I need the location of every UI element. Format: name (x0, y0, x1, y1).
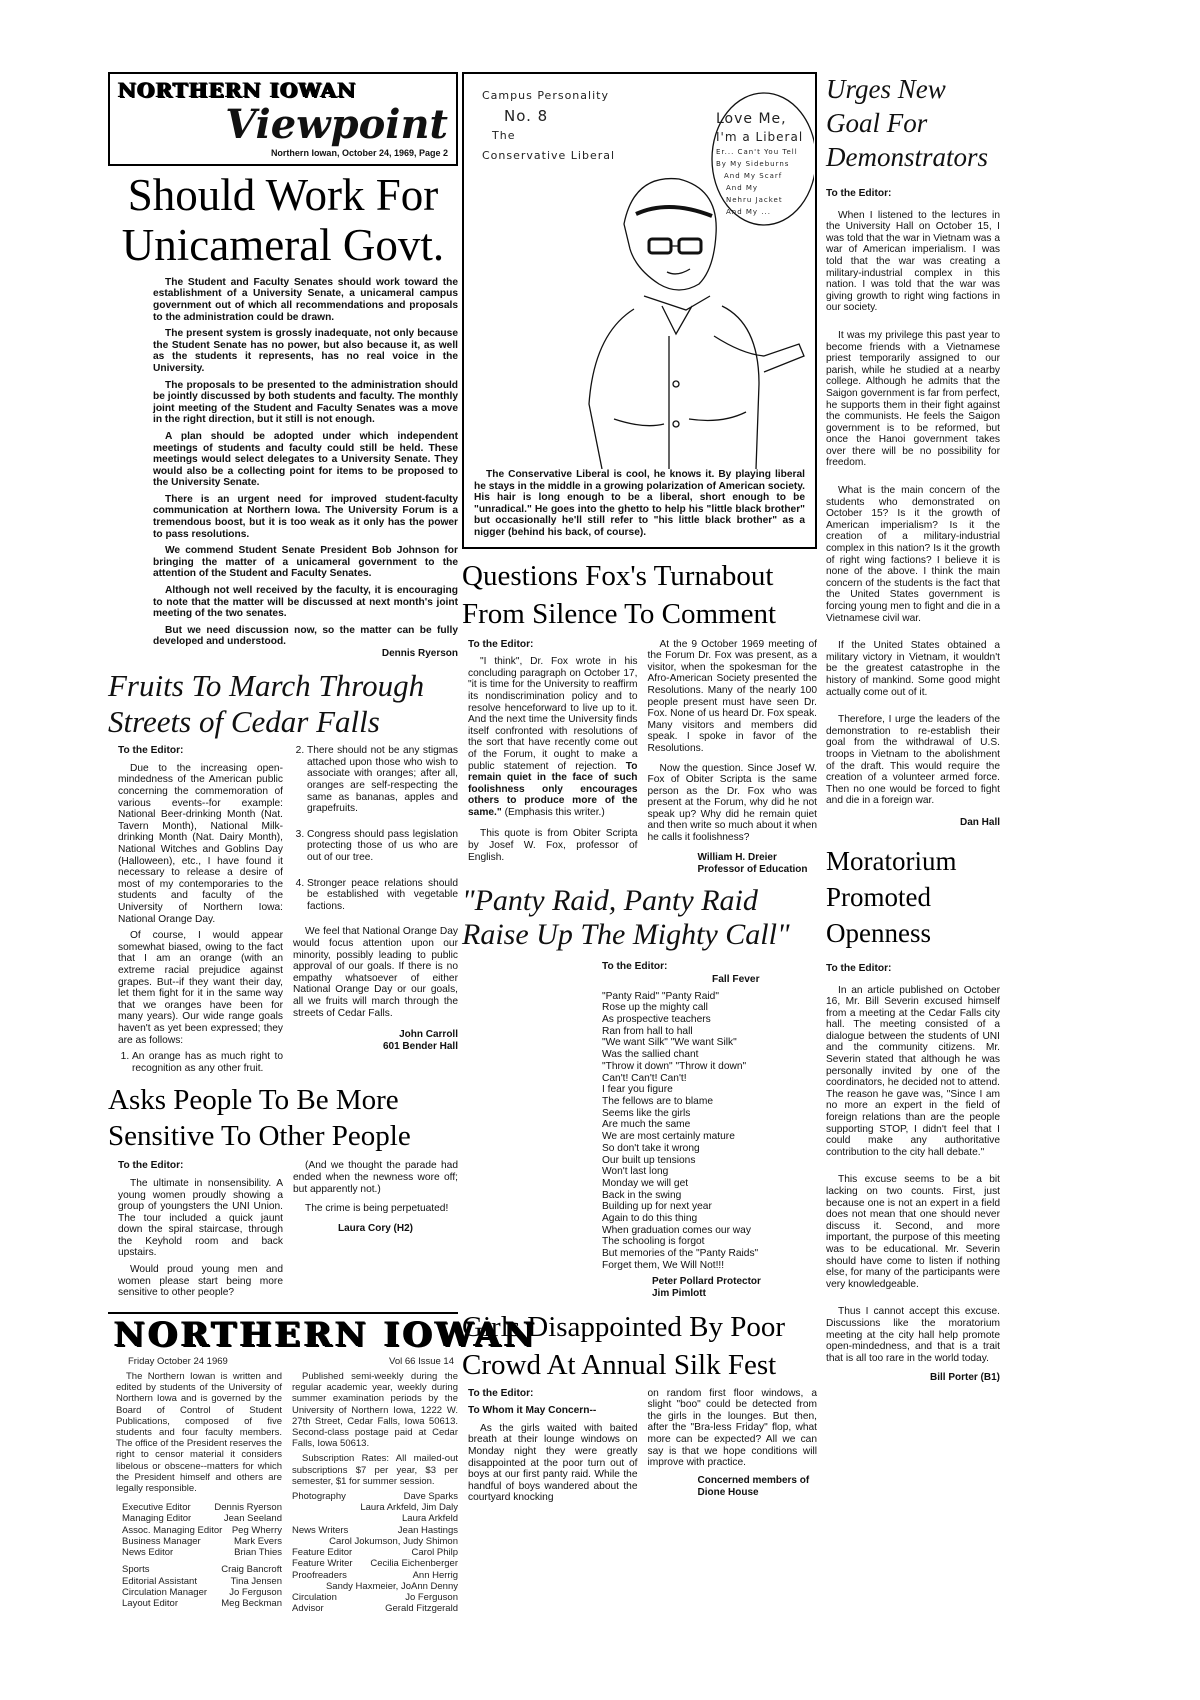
cartoon-art (464, 74, 815, 469)
paragraph: The ultimate in nonsensibility. A young women proudly showing a group of youngsters the UNI Union. The tour included a quick jaunt down the spiral staircase, through the Keyhold room and back upstairs. (118, 1177, 283, 1259)
poem-line: Monday we will get (602, 1177, 689, 1189)
staff-role: Editorial Assistant (122, 1575, 197, 1587)
balloon-line: And My (726, 184, 759, 192)
staff-name: Jo Ferguson (405, 1591, 458, 1603)
balloon-line: And My ... (726, 208, 771, 216)
paragraph: As the girls waited with baited breath at their lounge windows on Monday night they were greatly disappointed at the poor turn out of boys at our first panty raid. While the handful of boys wandered about the courtyard knocking (468, 1422, 638, 1504)
poem-line: Forget them, We Will Not!!! (602, 1259, 725, 1271)
poem-title: Fall Fever (712, 973, 760, 985)
paragraph: We feel that National Orange Day would focus attention upon our minority, possibly leading to public approval of our goals. If there is no empathy whatsoever of either National Orange Day or our goals, all we fruits will march through the streets of Cedar Falls. (293, 926, 458, 1019)
paragraph: The present system is grossly inadequate, not only because the Student Senate has no power, but also because it, as well as the students it represents, has no real voice in the University. (153, 328, 458, 374)
paragraph: Now the question. Since Josef W. Fox of Obiter Scripta is the same person as the Dr. Fox who was present at the Forum, why did he not speak up? Why did he remain quiet and then write so much about it when he calls it foolishness? (647, 762, 817, 844)
sensitive-headline: Asks People To Be More Sensitive To Other People (108, 1084, 411, 1153)
staff-row (122, 1564, 282, 1575)
urges-body (826, 188, 1000, 829)
salutation: To the Editor: (118, 745, 184, 757)
rates-text: Subscription Rates: All mailed-out subscriptions $7 per year, $3 per semester, $1 for summer session. (292, 1453, 458, 1487)
staff-role: Feature Editor (292, 1547, 353, 1559)
staff-row (292, 1603, 458, 1614)
poem-line: Our built up tensions (602, 1154, 696, 1166)
published-text: Published semi-weekly during the regular academic year, weekly during summer examination periods by the University of Northern Iowa, 1222 W. 27th Street, Cedar Falls, Iowa 50613. Second-class postage paid at Cedar Falls, Iowa 50613. (292, 1371, 458, 1450)
staff-row (122, 1513, 282, 1524)
paragraph: (And we thought the parade had ended when the newness wore off; but apparently not.) (293, 1160, 458, 1195)
paragraph: If the United States obtained a military victory in Vietnam, it wouldn't be the greatest catastrophe in the history of mankind. Some good might actually come out of it. (826, 640, 1000, 698)
editorial-signature: Dennis Ryerson (381, 648, 458, 659)
sub-salutation: To Whom it May Concern-- (468, 1405, 597, 1417)
poem-line: Are much the same (602, 1119, 691, 1131)
staff-role: Circulation (292, 1591, 337, 1603)
silk-signature (648, 1475, 818, 1499)
speech-balloon-text (716, 110, 803, 218)
staffbox-col2 (292, 1371, 458, 1614)
staff-role: Circulation Manager (122, 1586, 208, 1598)
poem-line: When graduation comes our way (602, 1224, 751, 1236)
fruits-col2 (293, 745, 458, 1053)
staff-name: Craig Bancroft (221, 1564, 282, 1576)
paragraph: on random first floor windows, a slight "boo" could be detected from the girls in the lounges. But then, after the "Bra-less Friday" flop, what more can be expected? All we can say is that we hope conditions will improve with practice. (647, 1387, 817, 1469)
paragraph: Of course, I would appear somewhat biased, owing to the fact that I am an orange (with an extreme racial prejudice against grapes. But--if they want their day, let them fight for it in the same way that we oranges have been for many years). Our wide range goals haven't as yet been expressed; they are as follows: (118, 930, 283, 1046)
staff-name: Jean Seeland (223, 1513, 282, 1525)
staff-role: Layout Editor (122, 1597, 178, 1609)
poem-line: As prospective teachers (602, 1014, 711, 1026)
staff-row (292, 1513, 458, 1524)
poem-line: Seems like the girls (602, 1107, 691, 1119)
cartoon-title-line: The (492, 129, 516, 142)
staff-row (292, 1502, 458, 1513)
staff-name: Ann Herrig (412, 1569, 458, 1581)
staff-name: Brian Thies (234, 1547, 282, 1559)
sensitive-signature: Laura Cory (H2) (337, 1222, 413, 1234)
poem-line: Back in the swing (602, 1189, 682, 1201)
paragraph: It was my privilege this past year to become friends with a Vietnamese priest temporarily assigned to our parish, while he studied at a nearby college. Although he admits that the Saigon government is far from perfect, he supports them in their fight against the communists. He feels the Saigon government is to be reformed, but once the Hanoi government takes over there will be no possibility for freedom. (826, 329, 1000, 469)
paragraph: At the 9 October 1969 meeting of the Forum Dr. Fox was present, as a visitor, when the spokesman for the Afro-American Society presented the Resolutions. Many of the nearly 100 people present must have seen Dr. Fox. None of us heard Dr. Fox speak. Many visitors and members did speak. I spoke in favor of the Resolutions. (647, 638, 817, 754)
urges-headline: Urges New Goal For Demonstrators (826, 74, 989, 172)
fox-columns (462, 639, 817, 876)
staff-row (292, 1536, 458, 1547)
balloon-line: Nehru Jacket (726, 196, 783, 204)
paragraph: This excuse seems to be a bit lacking on two counts. First, just because one is not an expert in a field does not mean that one should never discuss it. Second, and more important, the purpose of this meeting was to be educational. Mr. Severin should have come to listen if nothing else, for many of the participants were very knowledgeable. (826, 1174, 1000, 1290)
signature-name: Peter Pollard Protector (652, 1275, 761, 1287)
staff-name: Sandy Haxmeier, JoAnn Denny (325, 1580, 458, 1592)
paragraph: But we need discussion now, so the matter can be fully developed and understood. (153, 624, 458, 648)
staff-role: Photography (292, 1491, 346, 1503)
staff-name: Carol Jokumson, Judy Shimon (329, 1535, 458, 1547)
staff-role: Managing Editor (122, 1513, 192, 1525)
staff-name: Jean Hastings (397, 1524, 458, 1536)
staff-name: Laura Arkfeld (402, 1513, 458, 1525)
staff-row (122, 1576, 282, 1587)
panty-signature (602, 1276, 817, 1300)
cartoon-caption: The Conservative Liberal is cool, he knows it. By playing liberal he stays in the middle in a growing polarization of American society. His hair is long enough to be a liberal, short enough to be "unradical." He goes into the ghetto to help his "little black brother" but occasionally he'll still refer to "his little black brother" as a nigger (behind his back, of course). (474, 469, 805, 538)
staff-role: News Editor (122, 1547, 174, 1559)
staff-role: Advisor (292, 1603, 324, 1615)
staff-name: Gerald Fitzgerald (385, 1603, 458, 1615)
poem-line: "We want Silk" "We want Silk" (602, 1037, 737, 1049)
poem-line: Can't! Can't! Can't! (602, 1072, 687, 1084)
staff-role: Feature Writer (292, 1558, 353, 1570)
paragraph: Thus I cannot accept this excuse. Discussions like the moratorium meeting at the city hall help promote open-mindedness, and that is a trait that is all too rare in the world today. (826, 1306, 1000, 1364)
signature-address: Dione House (697, 1486, 759, 1498)
silk-col2 (648, 1388, 818, 1499)
paragraph: In an article published on October 16, Mr. Bill Severin excused himself from a meeting at the Cedar Falls city hall. The meeting consisted of a dialogue between the students of UNI and the community citizens. Mr. Severin stated that although he was personally invited by one of the coordinators, he decided not to attend. The reason he gave was, "Since I am no more an expert in the field of foreign relations than are the people supporting STOP, I didn't feel that I could make any authoritative contribution to the city hall debate." (826, 984, 1000, 1158)
staffbox-paper-name: NORTHERN IOWAN (114, 1314, 538, 1355)
staff-role: Executive Editor (122, 1502, 191, 1514)
silk-col1 (468, 1388, 638, 1509)
list-item: 2. There should not be any stigmas attached upon those who wish to associate with oranges; after all, oranges are self-respecting the same as bananas, apples and grapefruits. (307, 745, 458, 815)
staff-name: Tina Jensen (230, 1575, 282, 1587)
masthead-section: Viewpoint (225, 101, 448, 148)
fruits-columns (108, 745, 458, 1074)
paragraph: The crime is being perpetuated! (305, 1203, 449, 1215)
paragraph: The Student and Faculty Senates should work toward the establishment of a University Senate, a unicameral campus government out of which all recommendations and proposals to the administration could be drawn. (153, 276, 458, 323)
staff-name: Dennis Ryerson (214, 1502, 282, 1514)
staff-row (122, 1502, 282, 1513)
paragraph: What is the main concern of the students who demonstrated on October 15? Is it the growth of American imperialism? Is it the creation of a military-industrial complex in this nation? Is it the growth of right wing factions? I believe it is none of the above. I think the main concern of the students is the fact that the United States government is forcing young men to fight and die in a Vietnamese civil war. (826, 485, 1000, 624)
staff-name: Mark Evers (233, 1535, 282, 1547)
paragraph: There is an urgent need for improved student-faculty communication at Northern Iowa. The University Forum is a tremendous boost, but it is too weak as it only has the power to pass resolutions. (153, 493, 458, 540)
fox-col2 (648, 639, 818, 876)
paragraph: This quote is from Obiter Scripta by Josef W. Fox, professor of English. (468, 828, 638, 863)
staff-row (292, 1558, 458, 1569)
balloon-line: Love Me, (716, 111, 787, 127)
about-text: The Northern Iowan is written and edited by students of the University of Northern Iowa and is governed by the Board of Control of Student Publications, composed of five students and four faculty members. The office of the President reserves the right to censor material it considers libelous or obscene--matters for which the President himself and others are legally responsible. (116, 1371, 282, 1495)
editorial-headline: Should Work For Unicameral Govt. (121, 170, 445, 271)
list-item: 1. An orange has as much right to recognition as any other fruit. (132, 1051, 283, 1074)
poem-line: The schooling is forgot (602, 1236, 705, 1248)
balloon-line: Er... Can't You Tell (716, 148, 798, 156)
poem-line: So don't take it wrong (602, 1142, 700, 1154)
staff-name: Dave Sparks (403, 1491, 458, 1503)
salutation: To the Editor: (468, 1387, 534, 1399)
list-item: 4. Stronger peace relations should be established with vegetable factions. (307, 878, 458, 913)
poem-lines (602, 991, 817, 1272)
sensitive-col1 (118, 1160, 283, 1304)
staff-row (122, 1525, 282, 1536)
silk-headline: Girls Disappointed By Poor Crowd At Annual Silk Fest (462, 1310, 786, 1381)
staff-row (292, 1581, 458, 1592)
poem-line: Rose up the mighty call (602, 1002, 708, 1014)
signature-name: Jim Pimlott (652, 1287, 706, 1299)
poem-line: Ran from hall to hall (602, 1025, 693, 1037)
paragraph: A plan should be adopted under which independent meetings of students and faculty could still be held. These meetings would select delegates to a University Senate. They would also be a collecting point for items to be proposed to the University Senate. (153, 430, 458, 489)
poem-line: "Throw it down" "Throw it down" (602, 1060, 747, 1072)
panty-headline: "Panty Raid, Panty Raid Raise Up The Mighty Call" (462, 883, 790, 952)
fox-signature (648, 852, 818, 876)
salutation: To the Editor: (468, 638, 534, 650)
masthead-box (108, 72, 458, 166)
staff-name: Laura Arkfeld, Jim Daly (360, 1502, 458, 1514)
fox-headline: Questions Fox's Turnabout From Silence To Comment (462, 559, 777, 630)
staff-name: Meg Beckman (221, 1597, 282, 1609)
poem-line: "Panty Raid" "Panty Raid" (602, 990, 719, 1002)
poem-line: Again to do this thing (602, 1213, 698, 1225)
sensitive-columns (108, 1160, 458, 1304)
paragraph: Due to the increasing open-mindedness of the American public concerning the commemoration of various events--for example: National Beer-drinking Month (Nat. Tavern Month), National Milk-drinking Month (Nat. Dairy Month), National Witches and Goblins Day (Halloween), etc., I have found it necessary to release a desire of most of my contemporaries to the students and faculty of the University of Northern Iowa: National Orange Day. (118, 762, 283, 925)
staff-role: News Writers (292, 1524, 349, 1536)
cartoon-title-line: Campus Personality (482, 89, 609, 102)
balloon-line: By My Sideburns (716, 160, 790, 168)
staff-row (122, 1587, 282, 1598)
fruits-headline: Fruits To March Through Streets of Cedar Falls (108, 668, 425, 739)
sensitive-col2 (293, 1160, 458, 1234)
urges-signature: Dan Hall (959, 816, 1000, 828)
staff-list-left (116, 1502, 282, 1609)
salutation: To the Editor: (118, 1160, 184, 1172)
right-column (826, 72, 1000, 1384)
paragraph: We commend Student Senate President Bob Johnson for bringing the matter of a unicameral government to the attention of the Student and Faculty Senates. (153, 545, 458, 580)
paragraph: Would proud young men and women please start being more sensitive to other people? (118, 1264, 283, 1299)
staff-row (122, 1598, 282, 1609)
staff-name: Cecilia Eichenberger (370, 1558, 458, 1570)
staff-row (122, 1547, 282, 1558)
staff-name: Jo Ferguson (229, 1586, 282, 1598)
moratorium-body (826, 963, 1000, 1384)
poem-line: Was the sallied chant (602, 1049, 699, 1061)
poem-line: Building up for next year (602, 1201, 712, 1213)
middle-column (462, 72, 817, 1509)
masthead-dateline: Northern Iowan, October 24, 1969, Page 2 (270, 148, 448, 158)
poem-line: Won't last long (602, 1166, 669, 1178)
cartoon-title-line: Conservative Liberal (482, 149, 616, 162)
quote-text: "I think", Dr. Fox wrote in his concluding paragraph on October 17, "it is time for the University to reaffirm its nondiscrimination policy and to resolve henceforward to live up to it. And the next time the University finds itself confronted with resolutions of the sort that have recently come out of the Forum, it ought to make a public statement of rejection. (468, 656, 638, 772)
staff-row (292, 1547, 458, 1558)
salutation: To the Editor: (826, 188, 892, 199)
cartoon-box (462, 72, 817, 549)
fruits-signature (293, 1029, 458, 1053)
paragraph: The proposals to be presented to the administration should be jointly discussed by both students and faculty. The monthly joint meeting of the Student and Faculty Senates was a move in the right direction, but it still is not enough. (153, 379, 458, 426)
staff-row (122, 1536, 282, 1547)
salutation: To the Editor: (602, 960, 668, 972)
salutation: To the Editor: (826, 962, 892, 974)
quote-emphasis: To remain quiet in the face of such foolishness only encourages others to produce more of the same." (468, 760, 638, 818)
staff-row (292, 1570, 458, 1581)
poem-line: But memories of the "Panty Raids" (602, 1248, 759, 1260)
staff-role: Sports (122, 1564, 150, 1576)
staff-row (292, 1491, 458, 1502)
panty-poem (462, 961, 817, 1300)
signature-name: Concerned members of (697, 1474, 810, 1486)
poem-line: The fellows are to blame (602, 1095, 713, 1107)
cartoon-title-line: No. 8 (504, 107, 549, 125)
balloon-line: I'm a Liberal (716, 130, 804, 144)
staff-list-right (292, 1491, 458, 1614)
signature-name: William H. Dreier (697, 851, 777, 863)
quote-note: (Emphasis this writer.) (504, 806, 605, 818)
staffbox-col1 (116, 1371, 282, 1609)
poem-line: I fear you figure (602, 1084, 673, 1096)
staff-name: Peg Wherry (231, 1524, 282, 1536)
silk-columns (462, 1388, 817, 1509)
staffbox-dateline-row (108, 1356, 458, 1367)
staff-role: Business Manager (122, 1535, 201, 1547)
staffbox-volume: Vol 66 Issue 14 (389, 1355, 454, 1367)
list-item: 3. Congress should pass legislation protecting those of us who are out of our tree. (307, 829, 458, 864)
moratorium-headline: Moratorium Promoted Openness (826, 845, 957, 948)
staff-name: Carol Philp (411, 1547, 458, 1559)
signature-address: 601 Bender Hall (382, 1041, 458, 1053)
staff-row (292, 1525, 458, 1536)
masthead-paper-name: NORTHERN IOWAN (118, 78, 357, 102)
signature-name: John Carroll (399, 1029, 458, 1041)
staffbox-columns (108, 1371, 458, 1614)
poem-line: We are most certainly mature (602, 1131, 735, 1143)
paragraph (468, 656, 638, 818)
editorial-body (153, 277, 458, 660)
paragraph: Therefore, I urge the leaders of the demonstration to re-establish their goal from the withdrawal of U.S. troops in Vietnam to the abolishment of the draft. This would require the creation of a volunteer armed force. Then no one would be forced to fight and die in a foreign war. (826, 714, 1000, 807)
staff-row (292, 1592, 458, 1603)
staff-role: Assoc. Managing Editor (122, 1524, 223, 1536)
fruits-col1 (118, 745, 283, 1074)
moratorium-signature: Bill Porter (B1) (929, 1372, 1000, 1384)
staffbox-date: Friday October 24 1969 (128, 1355, 228, 1367)
paragraph: When I listened to the lectures in the University Hall on October 15, I was told that the war in Vietnam was a war of American imperialism. I was told that the war was creating a military-industrial complex in this nation. I was told that the war was giving growth to right wing factions in our society. (826, 209, 1000, 314)
paragraph: Although not well received by the faculty, it is encouraging to note that the matter will be discussed at next month's joint meeting of the two senates. (153, 585, 458, 620)
signature-title: Professor of Education (697, 863, 808, 875)
fox-col1 (468, 639, 638, 869)
balloon-line: And My Scarf (724, 172, 783, 180)
staff-role: Proofreaders (292, 1569, 347, 1581)
